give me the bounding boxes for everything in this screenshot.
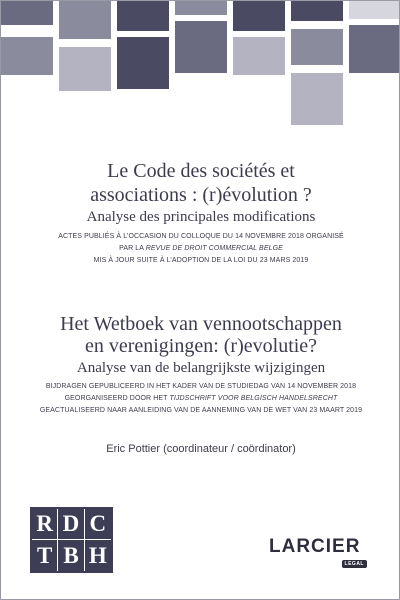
mosaic-tile [59,47,111,91]
journal-name-dutch: TIJDSCHRIFT VOOR BELGISCH HANDELSRECHT [169,395,338,402]
title-dutch [21,313,381,357]
title-french [21,159,381,207]
mosaic-tile [233,37,285,75]
logo-letter: H [88,542,107,568]
details-french-line1: ACTES PUBLIÉS À L’OCCASION DU COLLOQUE DU 14 NOVEMBRE 2018 ORGANISÉ [58,233,344,240]
mosaic-tile [291,73,343,125]
title-french-line2: associations : (r)évolution ? [90,184,312,206]
logo-letter: T [32,540,58,571]
mosaic-tile [59,1,111,39]
rdc-tbh-logo [30,507,113,573]
publisher-logo [269,536,379,576]
mosaic-tile [291,29,343,65]
details-french-line2 [21,243,381,255]
details-french-line2-prefix: PAR LA [119,245,146,252]
details-dutch-line1: BIJDRAGEN GEPUBLICEERD IN HET KADER VAN DE STUDIEDAG VAN 14 NOVEMBER 2018 [45,383,357,390]
subtitle-dutch: Analyse van de belangrijkste wijzigingen [76,360,326,376]
logo-letter: B [58,540,84,571]
mosaic-tile [117,1,169,31]
mosaic-tile [1,1,53,25]
mosaic-tile [175,1,227,15]
details-dutch-line2-prefix: GEORGANISEERD DOOR HET [64,395,170,402]
journal-name-french: REVUE DE DROIT COMMERCIAL BELGE [145,245,283,252]
title-dutch-line1: Het Wetboek van vennootschappen [60,313,342,335]
logo-letter: C [85,509,111,540]
mosaic-tile [117,37,169,89]
decorative-mosaic [1,1,400,141]
details-french-line3: MIS À JOUR SUITE À L’ADOPTION DE LA LOI DU 23 MARS 2019 [93,257,309,264]
logo-letter: D [58,509,84,540]
title-french-line1: Le Code des sociétés et [107,160,295,182]
details-dutch [21,381,381,417]
mosaic-tile [1,37,53,75]
logo-letter: R [32,509,58,540]
mosaic-tile [291,1,343,21]
details-dutch-line2 [21,393,381,405]
details-dutch-line3: GEACTUALISEERD NAAR AANLEIDING VAN DE AANNEMING VAN DE WET VAN 23 MAART 2019 [39,407,363,414]
mosaic-tile [175,21,227,73]
title-dutch-line2: en verenigingen: (r)evolutie? [84,335,318,357]
publisher-badge: LEGAL [342,560,367,568]
mosaic-tile [349,1,400,19]
subtitle-french: Analyse des principales modifications [86,209,316,225]
mosaic-tile [233,1,285,31]
mosaic-tile [349,25,400,73]
details-french [21,231,381,267]
author-line: Eric Pottier (coordinateur / coördinator) [106,443,296,455]
publisher-name: LARCIER [269,536,361,557]
